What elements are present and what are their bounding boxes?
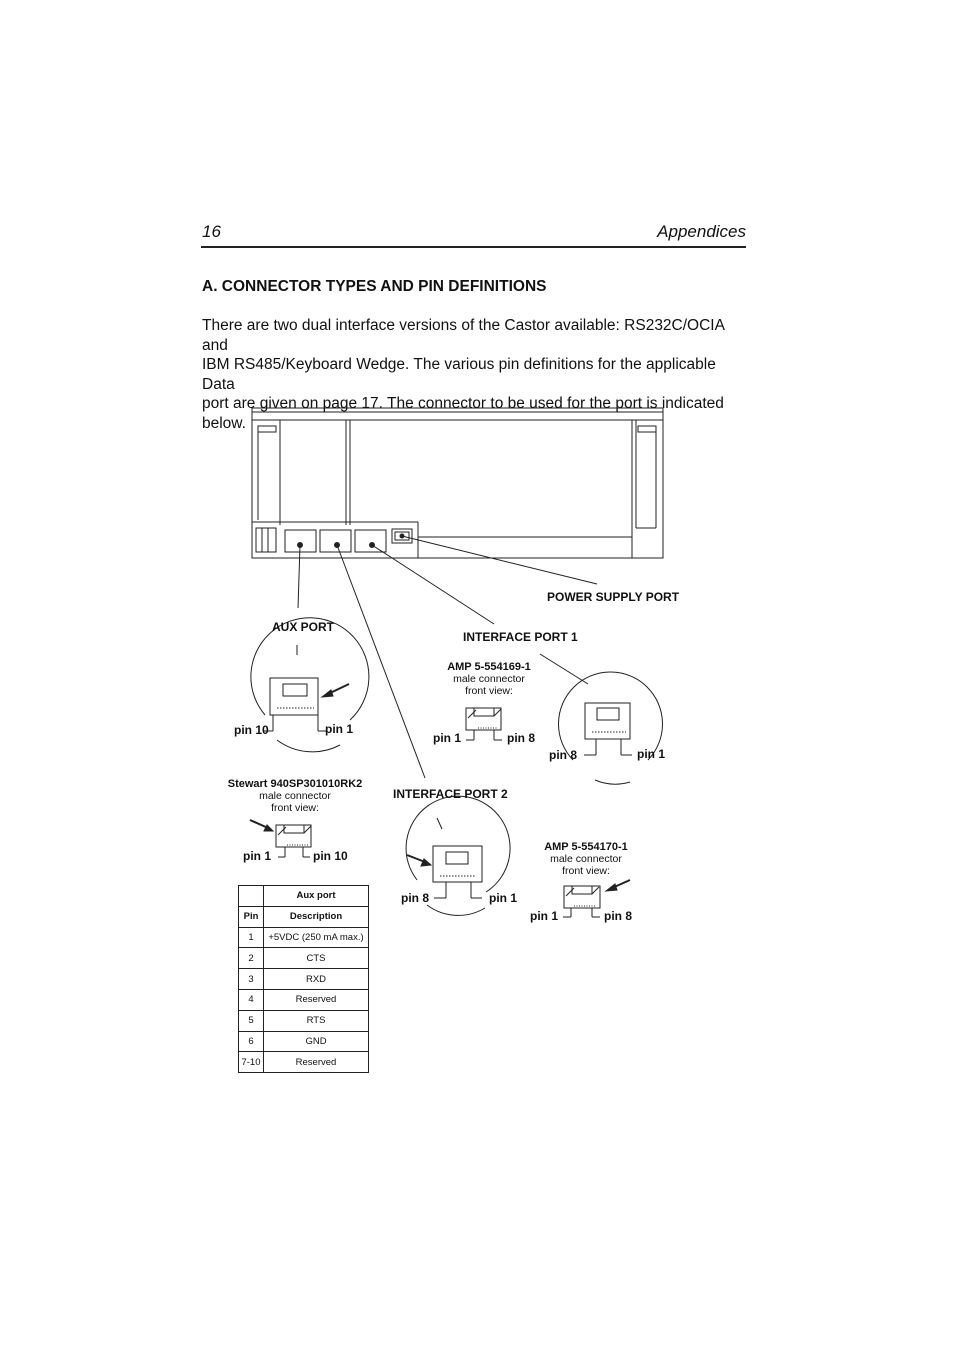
pin-cell: 4	[239, 989, 264, 1010]
interface-port-1-label: INTERFACE PORT 1	[463, 630, 578, 644]
if1-connector-part: AMP 5-554169-1	[447, 661, 531, 673]
intro-line: port are given on page 17. The connector to be used for the port is indicated	[202, 395, 724, 412]
aux-socket-pin-right: pin 1	[325, 722, 354, 736]
aux-port-table	[238, 885, 369, 1073]
intro-line: below.	[202, 414, 246, 432]
column-header-description: Description	[264, 906, 369, 927]
device-back-panel	[252, 408, 663, 558]
table-row	[239, 969, 369, 990]
table-row	[239, 927, 369, 948]
if1-plug-pin-left: pin 1	[433, 731, 462, 745]
if1-connector-caption	[430, 661, 548, 697]
if1-plug-pin-right: pin 8	[507, 731, 536, 745]
aux-socket-pin-left: pin 10	[234, 723, 269, 737]
if1-socket-pin-left: pin 8	[549, 748, 578, 762]
description-cell: GND	[264, 1031, 369, 1052]
table-row	[239, 1031, 369, 1052]
pin-cell: 6	[239, 1031, 264, 1052]
description-cell: RTS	[264, 1010, 369, 1031]
if2-plug-pin-right: pin 8	[604, 909, 633, 923]
pin-cell: 1	[239, 927, 264, 948]
table-row	[239, 989, 369, 1010]
description-cell: Reserved	[264, 1052, 369, 1073]
table-row	[239, 1010, 369, 1031]
aux-connector-caption	[222, 778, 368, 814]
aux-connector-part: Stewart 940SP301010RK2	[227, 778, 363, 790]
intro-line: IBM RS485/Keyboard Wedge. The various pin definitions for the applicable Data	[202, 356, 716, 393]
if1-socket-drawing	[559, 672, 666, 784]
description-cell: CTS	[264, 948, 369, 969]
if1-plug-drawing	[466, 708, 502, 740]
table-row	[239, 906, 369, 927]
description-cell: RXD	[264, 969, 369, 990]
table-row	[239, 948, 369, 969]
table-row	[239, 1052, 369, 1073]
column-header-pin: Pin	[239, 906, 264, 927]
pin-cell: 3	[239, 969, 264, 990]
table-row	[239, 886, 369, 907]
pin-cell: 2	[239, 948, 264, 969]
pin-cell: 5	[239, 1010, 264, 1031]
aux-plug-pin-left: pin 1	[243, 849, 272, 863]
if2-plug-pin-left: pin 1	[530, 909, 559, 923]
table-cell	[239, 886, 264, 907]
if2-socket-pin-left: pin 8	[401, 891, 430, 905]
interface-port-2-label: INTERFACE PORT 2	[393, 787, 508, 801]
aux-plug-pin-right: pin 10	[313, 849, 348, 863]
power-supply-port-label: POWER SUPPLY PORT	[547, 590, 680, 604]
aux-connector-view: front view:	[271, 802, 319, 814]
aux-port-label: AUX PORT	[272, 620, 335, 634]
if2-socket-pin-right: pin 1	[489, 891, 518, 905]
aux-connector-type: male connector	[259, 790, 331, 802]
if2-connector-type: male connector	[550, 853, 622, 865]
pin-cell: 7-10	[239, 1052, 264, 1073]
if2-connector-view: front view:	[562, 865, 610, 877]
if2-connector-part: AMP 5-554170-1	[544, 841, 628, 853]
description-cell: +5VDC (250 mA max.)	[264, 927, 369, 948]
description-cell: Reserved	[264, 989, 369, 1010]
if1-connector-view: front view:	[465, 685, 513, 697]
section-title: Appendices	[657, 222, 746, 241]
page-number: 16	[202, 222, 221, 241]
intro-line: There are two dual interface versions of the Castor available: RS232C/OCIA and	[202, 317, 725, 354]
table-title: Aux port	[264, 886, 369, 907]
section-heading: A. CONNECTOR TYPES AND PIN DEFINITIONS	[202, 278, 547, 295]
if1-connector-type: male connector	[453, 673, 525, 685]
if2-connector-caption	[527, 841, 645, 877]
if1-socket-pin-right: pin 1	[637, 747, 666, 761]
